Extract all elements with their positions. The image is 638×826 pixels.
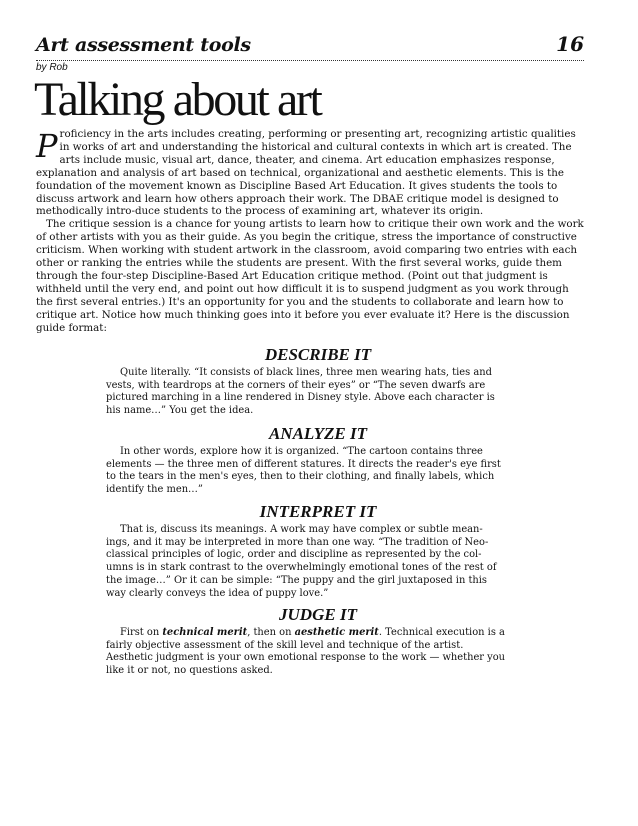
section-analyze bbox=[106, 424, 506, 497]
byline: by Rob bbox=[36, 62, 68, 73]
judge-text-before: First on bbox=[120, 627, 163, 638]
intro-paragraph-1-text: roficiency in the arts includes creating, performing or presenting art, recognizing artistic qualities in works of art and understanding the historical and cultural contexts in which art is created. The arts include music, visual art, dance, theater, and cinema. Art education emphasizes response, explanation and analysis of art based on technical, organizational and aesthetic elements. This is the foundation of the movement known as Discipline Based Art Education. It gives students the tools to discuss artwork and learn how others approach their work. The DBAE critique model is designed to methodically intro-duce students to the process of examining art, whatever its origin. bbox=[36, 128, 576, 218]
intro-paragraph-1 bbox=[36, 128, 584, 218]
page-header bbox=[36, 30, 584, 61]
page-number: 16 bbox=[556, 32, 584, 56]
judge-text-after: . Technical execution is a fairly objective assessment of the skill level and technique of the artist. Aesthetic judgment is your own emotional response to the work — whether you like it or not, no questions asked. bbox=[106, 627, 506, 677]
judge-text bbox=[106, 627, 506, 678]
technical-merit-term: technical merit bbox=[162, 627, 248, 638]
article-title: Talking about art bbox=[34, 73, 321, 126]
describe-heading: DESCRIBE IT bbox=[264, 345, 372, 364]
interpret-heading: INTERPRET IT bbox=[259, 502, 377, 521]
section-title: Art assessment tools bbox=[36, 34, 251, 56]
interpret-text: That is, discuss its meanings. A work may have complex or subtle mean-ings, and it may be interpreted in more than one way. “The tradition of Neo-classical principles of logic, order and discipline as represented by the col-umns is in stark contrast to the overwhelmingly emotional tones of the rest of the image…” Or it can be simple: “The puppy and the girl juxtaposed in this way clearly conveys the idea of puppy love.” bbox=[106, 524, 497, 599]
judge-text-mid: , then on bbox=[247, 627, 295, 638]
section-interpret bbox=[106, 502, 506, 600]
section-judge bbox=[106, 605, 506, 678]
intro-body bbox=[36, 128, 584, 335]
intro-paragraph-2: The critique session is a chance for young artists to learn how to critique their own work and the work of other artists with you as their guide. As you begin the critique, stress the importance of constructive criticism. When working with student artwork in the classroom, avoid comparing two entries with each other or ranking the entries while the students are present. With the first several works, guide them through the four-step Discipline-Based Art Education critique method. (Point out that judgment is withheld until the very end, and point out how difficult it is to suspend judgment as you work through the first several entries.) It's an opportunity for you and the students to collaborate and learn how to critique art. Notice how much thinking goes into it before you ever evaluate it? Here is the discussion guide format: bbox=[36, 218, 584, 334]
analyze-heading: ANALYZE IT bbox=[268, 424, 368, 443]
describe-text: Quite literally. “It consists of black lines, three men wearing hats, ties and vests, with teardrops at the corners of their eyes” or “The seven dwarfs are pictured marching in a line rendered in Disney style. Above each character is his name…” You get the idea. bbox=[106, 367, 495, 417]
analyze-text: In other words, explore how it is organized. “The cartoon contains three elements — the three men of different statures. It directs the reader's eye first to the tears in the men's eyes, then to their clothing, and finally labels, which identify the men…” bbox=[106, 446, 501, 496]
aesthetic-merit-term: aesthetic merit bbox=[294, 627, 379, 638]
section-describe bbox=[106, 345, 506, 418]
drop-cap: P bbox=[36, 127, 58, 165]
judge-heading: JUDGE IT bbox=[279, 605, 357, 624]
